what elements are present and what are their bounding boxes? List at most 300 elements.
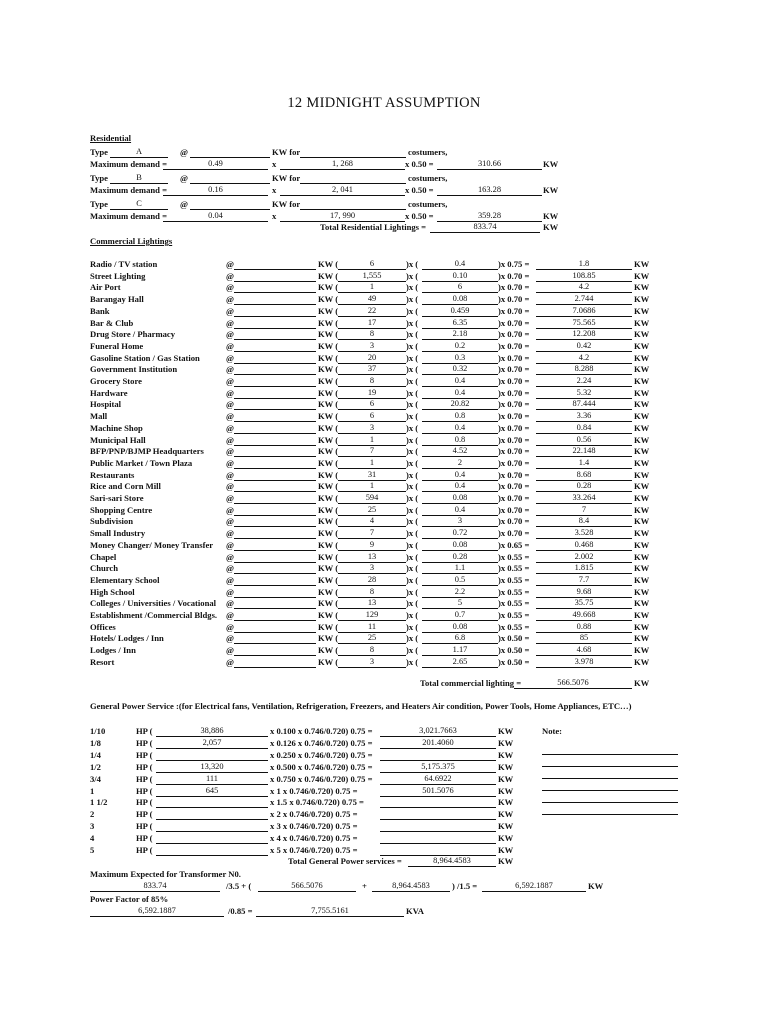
kw-unit: KW (634, 305, 650, 316)
demand-factor: )x 0.55 = (498, 621, 530, 632)
result-value: 8.68 (536, 470, 632, 481)
blank-line (234, 481, 316, 492)
x-label: x (272, 159, 277, 169)
blank-line (234, 388, 316, 399)
max-demand-value: 0.49 (163, 159, 268, 170)
hp-formula: x 0.126 x 0.746/0.720) 0.75 = (270, 737, 373, 748)
kw-open: KW ( (318, 610, 339, 620)
quantity-value: 6 (338, 411, 406, 422)
quantity-value: 11 (338, 622, 406, 633)
x-label: x (272, 211, 277, 221)
x-open: )x ( (406, 516, 419, 527)
hp-result (380, 833, 496, 844)
pf-operator: /0.85 = (228, 906, 253, 916)
hp-formula: x 0.750 x 0.746/0.720) 0.75 = (270, 773, 373, 784)
establishment-name: Subdivision (90, 516, 133, 527)
establishment-name: Small Industry (90, 528, 146, 539)
quantity-value: 13 (338, 598, 406, 609)
kw-open: KW ( (318, 259, 339, 269)
kw-unit: KW (498, 726, 514, 736)
at-sign: @ (226, 598, 234, 609)
hp-open: HP ( (136, 761, 153, 772)
kw-unit: KW (634, 282, 650, 293)
kw-open: KW ( (318, 434, 339, 445)
demand-factor: )x 0.70 = (498, 504, 530, 515)
motor-count: 38,886 (156, 726, 268, 737)
kw-open: KW ( (318, 270, 339, 281)
kw-unit: KW (634, 317, 650, 328)
load-value: 0.4 (422, 505, 498, 516)
result-value: 0.28 (536, 481, 632, 492)
result-value: 2.002 (536, 552, 632, 563)
result-value: 3.978 (536, 657, 632, 668)
note-line (542, 744, 678, 755)
factor-label: x 0.50 = (405, 159, 434, 169)
x-open: )x ( (406, 457, 419, 468)
kw-open: KW ( (318, 504, 339, 515)
max-demand-label: Maximum demand = (90, 159, 167, 169)
blank-line (190, 199, 270, 210)
kw-unit: KW (634, 678, 650, 688)
kw-unit: KW (634, 469, 650, 480)
demand-factor: )x 0.70 = (498, 317, 530, 328)
note-line (542, 804, 678, 815)
note-line (542, 768, 678, 779)
demand-factor: )x 0.70 = (498, 528, 530, 539)
kw-open: KW ( (318, 539, 339, 550)
load-value: 2.2 (422, 587, 498, 598)
establishment-name: Offices (90, 621, 116, 632)
kw-unit: KW (634, 504, 650, 515)
at-sign: @ (226, 422, 234, 433)
x-open: )x ( (406, 469, 419, 480)
demand-factor: )x 0.70 = (498, 457, 530, 468)
demand-factor: )x 0.70 = (498, 305, 530, 316)
load-value: 0.28 (422, 552, 498, 563)
divide-operator: /3.5 + ( (226, 881, 252, 891)
kw-unit: KW (498, 809, 514, 820)
type-label: Type (90, 147, 108, 157)
establishment-name: Barangay Hall (90, 294, 144, 305)
x-open: )x ( (406, 422, 419, 433)
demand-factor: )x 0.70 = (498, 434, 530, 445)
establishment-name: Mall (90, 411, 108, 422)
hp-formula: x 2 x 0.746/0.720) 0.75 = (270, 809, 358, 820)
load-value: 0.08 (422, 294, 498, 305)
max-demand-label: Maximum demand = (90, 211, 167, 221)
hp-open: HP ( (136, 726, 153, 736)
blank-line (234, 505, 316, 516)
demand-factor: )x 0.70 = (498, 516, 530, 527)
kw-unit: KW (634, 340, 650, 351)
at-sign: @ (226, 305, 234, 316)
quantity-value: 20 (338, 353, 406, 364)
quantity-value: 1 (338, 282, 406, 293)
x-open: )x ( (406, 305, 419, 316)
load-value: 0.4 (422, 259, 498, 270)
demand-factor: )x 0.70 = (498, 329, 530, 340)
blank-line (190, 173, 270, 184)
establishment-name: Hotels/ Lodges / Inn (90, 633, 164, 644)
result-value: 9.68 (536, 587, 632, 598)
quantity-value: 594 (338, 493, 406, 504)
x-open: )x ( (406, 352, 419, 363)
kw-unit: KW (634, 294, 650, 305)
quantity-value: 1 (338, 435, 406, 446)
load-value: 1.17 (422, 645, 498, 656)
load-value: 0.10 (422, 271, 498, 282)
result-value: 3.528 (536, 528, 632, 539)
kw-unit: KW (588, 881, 604, 891)
type-label: Type (90, 173, 108, 183)
commercial-total-label: Total commercial lighting = (420, 678, 522, 688)
demand-factor: )x 0.55 = (498, 586, 530, 597)
hp-formula: x 1.5 x 0.746/0.720) 0.75 = (270, 797, 364, 808)
kw-open: KW ( (318, 469, 339, 480)
at-sign: @ (226, 551, 234, 562)
residential-heading: Residential (90, 133, 132, 143)
quantity-value: 13 (338, 552, 406, 563)
kw-unit: KW (634, 563, 650, 574)
establishment-name: BFP/PNP/BJMP Headquarters (90, 446, 204, 457)
note-label: Note: (542, 726, 563, 736)
quantity-value: 7 (338, 528, 406, 539)
commercial-total-ref: 566.5076 (258, 881, 356, 892)
x-open: )x ( (406, 645, 419, 656)
hp-result: 3,021.7663 (380, 726, 496, 737)
x-open: )x ( (406, 399, 419, 410)
kw-unit: KW (634, 586, 650, 597)
at-sign: @ (226, 399, 234, 410)
establishment-name: Machine Shop (90, 422, 143, 433)
kw-unit: KW (634, 645, 650, 656)
x-open: )x ( (406, 376, 419, 386)
kw-open: KW ( (318, 493, 339, 503)
quantity-value: 3 (338, 563, 406, 574)
kw-unit: KW (498, 785, 514, 796)
motor-count: 111 (156, 774, 268, 785)
at-sign: @ (226, 528, 234, 539)
result-value: 85 (536, 633, 632, 644)
hp-result (380, 821, 496, 832)
kw-unit: KW (634, 551, 650, 562)
quantity-value: 19 (338, 388, 406, 399)
demand-factor: )x 0.70 = (498, 469, 530, 480)
quantity-value: 7 (338, 446, 406, 457)
at-sign: @ (226, 294, 234, 305)
blank-line (234, 294, 316, 305)
at-sign: @ (180, 199, 188, 209)
power-total-label: Total General Power services = (288, 856, 402, 866)
at-sign: @ (226, 586, 234, 597)
load-value: 0.8 (422, 411, 498, 422)
blank-line (234, 271, 316, 282)
establishment-name: Sari-sari Store (90, 493, 144, 503)
kw-unit: KW (498, 797, 514, 808)
demand-factor: )x 0.55 = (498, 563, 530, 574)
kw-unit: KW (634, 411, 650, 422)
demand-factor: )x 0.55 = (498, 598, 530, 609)
demand-factor: )x 0.70 = (498, 422, 530, 433)
result-value: 359.28 (437, 211, 542, 222)
quantity-value: 129 (338, 610, 406, 621)
page-title: 12 MIDNIGHT ASSUMPTION (287, 95, 481, 111)
blank-line (234, 587, 316, 598)
quantity-value: 6 (338, 399, 406, 410)
result-value: 0.56 (536, 435, 632, 446)
power-service-heading: General Power Service :(for Electrical fans, Ventilation, Refrigeration, Freezers, and Heaters Air condition, Power Tools, Home Appliances, ETC…) (90, 701, 632, 711)
pf-kw-value: 6,592.1887 (90, 906, 224, 917)
result-value: 22.148 (536, 446, 632, 457)
load-value: 0.4 (422, 388, 498, 399)
blank-line (234, 598, 316, 609)
kw-for-label: KW for (272, 173, 301, 183)
hp-open: HP ( (136, 737, 153, 748)
demand-factor: )x 0.55 = (498, 551, 530, 562)
hp-result (380, 797, 496, 808)
kw-open: KW ( (318, 516, 339, 527)
establishment-name: Street Lighting (90, 270, 146, 281)
costumers-label: costumers, (408, 173, 448, 183)
kw-open: KW ( (318, 446, 339, 457)
kw-unit: KW (498, 856, 514, 866)
load-value: 0.5 (422, 575, 498, 586)
result-value: 3.36 (536, 411, 632, 422)
kw-unit: KW (498, 761, 514, 772)
kw-open: KW ( (318, 645, 339, 656)
x-open: )x ( (406, 259, 419, 269)
blank-line (234, 552, 316, 563)
quantity-value: 3 (338, 341, 406, 352)
kw-unit: KW (543, 211, 559, 221)
hp-size: 3/4 (90, 773, 101, 784)
quantity-value: 25 (338, 633, 406, 644)
blank-line (234, 364, 316, 375)
load-value: 6.35 (422, 318, 498, 329)
quantity-value: 1 (338, 458, 406, 469)
motor-count (156, 750, 268, 761)
type-letter: C (110, 199, 168, 210)
result-value: 4.2 (536, 353, 632, 364)
x-open: )x ( (406, 270, 419, 281)
at-sign: @ (226, 621, 234, 632)
at-sign: @ (180, 147, 188, 157)
kw-unit: KW (634, 493, 650, 503)
at-sign: @ (226, 574, 234, 585)
blank-line (300, 199, 406, 210)
hp-formula: x 5 x 0.746/0.720) 0.75 = (270, 845, 358, 855)
x-open: )x ( (406, 656, 419, 667)
result-value: 5.32 (536, 388, 632, 399)
max-demand-label: Maximum demand = (90, 185, 167, 195)
result-value: 49.668 (536, 610, 632, 621)
result-value: 310.66 (437, 159, 542, 170)
hp-open: HP ( (136, 785, 153, 796)
demand-factor: )x 0.50 = (498, 656, 530, 667)
load-value: 0.7 (422, 610, 498, 621)
type-label: Type (90, 199, 108, 209)
at-sign: @ (226, 340, 234, 351)
establishment-name: Restaurants (90, 469, 135, 480)
load-value: 0.3 (422, 353, 498, 364)
hp-open: HP ( (136, 809, 153, 820)
at-sign: @ (226, 656, 234, 667)
establishment-name: Hospital (90, 399, 122, 410)
result-value: 163.28 (437, 185, 542, 196)
max-demand-value: 0.04 (163, 211, 268, 222)
commercial-total-value: 566.5076 (514, 678, 632, 689)
result-value: 7.7 (536, 575, 632, 586)
hp-size: 1/10 (90, 726, 106, 736)
at-sign: @ (226, 457, 234, 468)
blank-line (234, 470, 316, 481)
kw-unit: KW (634, 329, 650, 340)
load-value: 0.4 (422, 481, 498, 492)
kw-unit: KW (498, 749, 514, 760)
quantity-value: 28 (338, 575, 406, 586)
costumers-label: costumers, (408, 199, 448, 209)
x-open: )x ( (406, 282, 419, 293)
kw-unit: KW (634, 574, 650, 585)
kw-unit: KW (634, 259, 650, 269)
at-sign: @ (180, 173, 188, 183)
kw-open: KW ( (318, 586, 339, 597)
result-value: 8.4 (536, 516, 632, 527)
result-value: 4.2 (536, 282, 632, 293)
kw-unit: KW (498, 773, 514, 784)
hp-size: 1/8 (90, 737, 101, 748)
hp-formula: x 0.100 x 0.746/0.720) 0.75 = (270, 726, 373, 736)
establishment-name: Radio / TV station (90, 259, 158, 269)
kw-open: KW ( (318, 317, 339, 328)
at-sign: @ (226, 387, 234, 398)
demand-factor: )x 0.70 = (498, 282, 530, 293)
at-sign: @ (226, 434, 234, 445)
result-value: 1.4 (536, 458, 632, 469)
demand-factor: )x 0.70 = (498, 376, 530, 386)
quantity-value: 49 (338, 294, 406, 305)
result-value: 0.88 (536, 622, 632, 633)
x-open: )x ( (406, 539, 419, 550)
x-open: )x ( (406, 621, 419, 632)
type-letter: B (110, 173, 168, 184)
blank-line (234, 563, 316, 574)
x-open: )x ( (406, 551, 419, 562)
at-sign: @ (226, 329, 234, 340)
quantity-value: 1 (338, 481, 406, 492)
x-open: )x ( (406, 340, 419, 351)
kw-unit: KW (634, 481, 650, 492)
hp-formula: x 1 x 0.746/0.720) 0.75 = (270, 785, 358, 796)
blank-line (234, 540, 316, 551)
hp-result (380, 750, 496, 761)
factor-label: x 0.50 = (405, 211, 434, 221)
blank-line (234, 435, 316, 446)
demand-factor: )x 0.70 = (498, 399, 530, 410)
x-open: )x ( (406, 633, 419, 644)
kw-open: KW ( (318, 282, 339, 293)
plus-operator: + (362, 881, 367, 891)
result-value: 12.208 (536, 329, 632, 340)
establishment-name: Money Changer/ Money Transfer (90, 539, 214, 550)
demand-factor: )x 0.70 = (498, 411, 530, 422)
quantity-value: 1,555 (338, 271, 406, 282)
hp-open: HP ( (136, 797, 153, 808)
x-open: )x ( (406, 387, 419, 398)
blank-line (234, 493, 316, 504)
motor-count (156, 821, 268, 832)
blank-line (234, 633, 316, 644)
hp-result: 201.4060 (380, 738, 496, 749)
blank-line (234, 423, 316, 434)
kw-open: KW ( (318, 329, 339, 340)
result-value: 7.0686 (536, 306, 632, 317)
at-sign: @ (226, 259, 234, 269)
hp-formula: x 0.500 x 0.746/0.720) 0.75 = (270, 761, 373, 772)
kw-open: KW ( (318, 399, 339, 410)
hp-open: HP ( (136, 749, 153, 760)
blank-line (234, 259, 316, 270)
customers-value: 1, 268 (280, 159, 405, 170)
load-value: 0.08 (422, 493, 498, 504)
load-value: 2.18 (422, 329, 498, 340)
demand-factor: )x 0.50 = (498, 633, 530, 644)
at-sign: @ (226, 481, 234, 492)
x-open: )x ( (406, 329, 419, 340)
result-value: 75.565 (536, 318, 632, 329)
motor-count (156, 833, 268, 844)
x-open: )x ( (406, 294, 419, 305)
establishment-name: Shopping Centre (90, 504, 153, 515)
kva-unit: KVA (406, 906, 424, 916)
quantity-value: 25 (338, 505, 406, 516)
blank-line (234, 329, 316, 340)
load-value: 4.52 (422, 446, 498, 457)
blank-line (234, 575, 316, 586)
x-open: )x ( (406, 493, 419, 503)
motor-count (156, 845, 268, 856)
motor-count: 13,320 (156, 762, 268, 773)
load-value: 20.82 (422, 399, 498, 410)
blank-line (234, 610, 316, 621)
x-open: )x ( (406, 528, 419, 539)
kw-unit: KW (543, 159, 559, 169)
kw-open: KW ( (318, 340, 339, 351)
x-open: )x ( (406, 504, 419, 515)
establishment-name: Rice and Corn Mill (90, 481, 161, 492)
at-sign: @ (226, 352, 234, 363)
demand-factor: )x 0.70 = (498, 364, 530, 375)
power-total-value: 8,964.4583 (408, 856, 496, 867)
x-open: )x ( (406, 574, 419, 585)
load-value: 6.8 (422, 633, 498, 644)
divide-operator: ) /1.5 = (452, 881, 478, 891)
quantity-value: 9 (338, 540, 406, 551)
hp-formula: x 0.250 x 0.746/0.720) 0.75 = (270, 749, 373, 760)
quantity-value: 4 (338, 516, 406, 527)
kw-unit: KW (634, 633, 650, 644)
motor-count (156, 797, 268, 808)
kw-open: KW ( (318, 621, 339, 632)
x-open: )x ( (406, 411, 419, 422)
motor-count (156, 809, 268, 820)
kw-open: KW ( (318, 574, 339, 585)
kw-open: KW ( (318, 633, 339, 644)
blank-line (234, 657, 316, 668)
blank-line (234, 528, 316, 539)
at-sign: @ (226, 270, 234, 281)
result-value: 33.264 (536, 493, 632, 504)
